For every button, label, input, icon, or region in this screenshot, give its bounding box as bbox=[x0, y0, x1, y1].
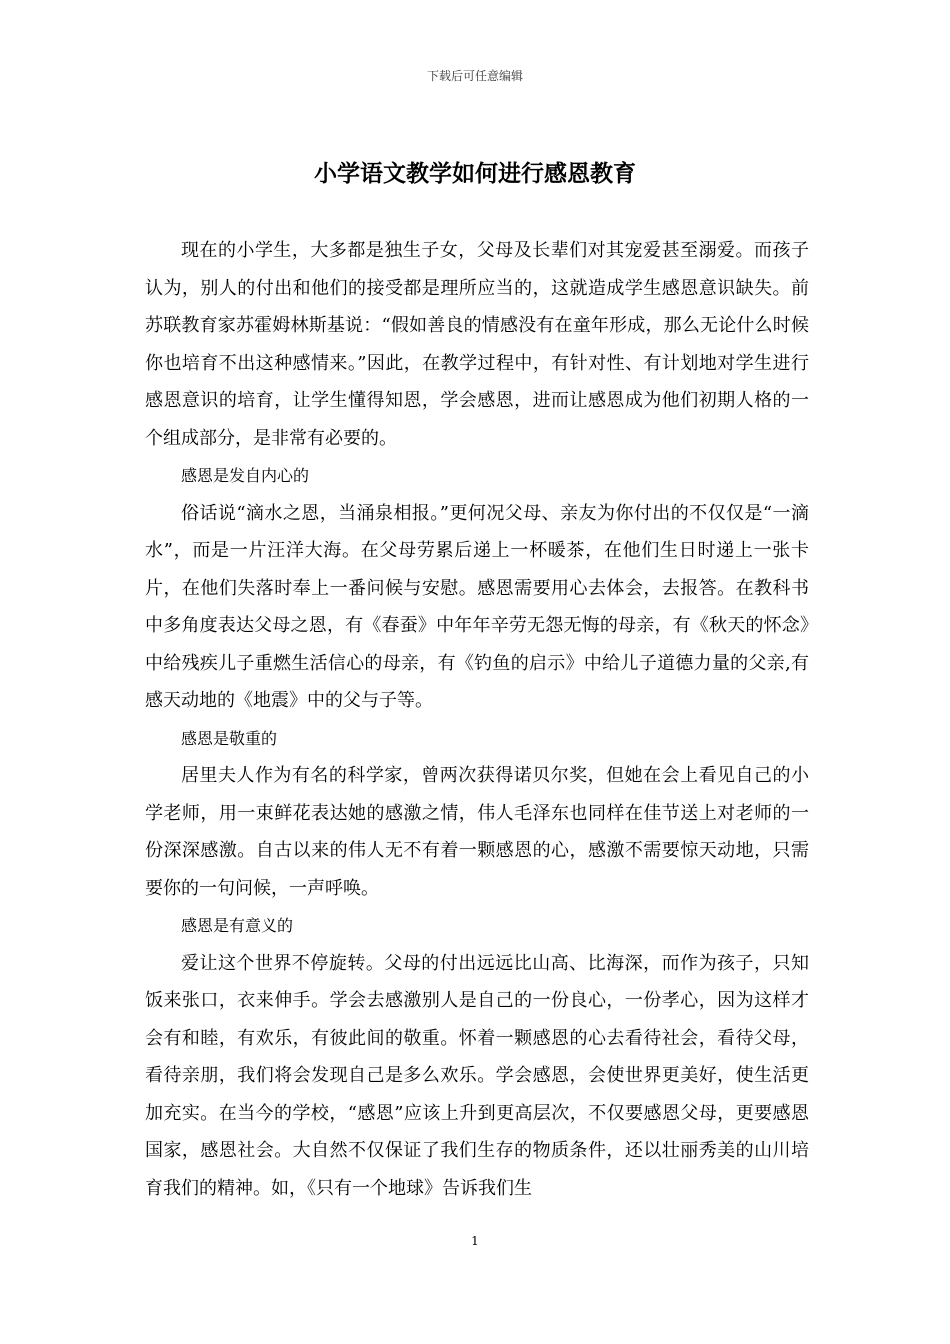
paragraph-respect: 居里夫人作为有名的科学家，曾两次获得诺贝尔奖，但她在会上看见自己的小学老师，用一束鲜花表达她的感激之情，伟人毛泽东也同样在佳节送上对老师的一份深深感激。自古以来的伟人无不有着一颗感恩的心，感激不需要惊天动地，只需要你的一句问候，一声呼唤。 bbox=[145, 765, 809, 899]
paragraph-heartfelt: 俗话说“滴水之恩，当涌泉相报。”更何况父母、亲友为你付出的不仅仅是“一滴水”，而是一片汪洋大海。在父母劳累后递上一杯暖茶，在他们生日时递上一张卡片，在他们失落时奉上一番问候与安慰。感恩需要用心去体会，去报答。在教科书中多角度表达父母之恩，有《春蚕》中年年辛劳无怨无悔的母亲，有《秋天的怀念》中给残疾儿子重燃生活信心的母亲，有《钓鱼的启示》中给儿子道德力量的父亲,有感天动地的《地震》中的父与子等。 bbox=[145, 502, 809, 711]
header-note: 下载后可任意编辑 bbox=[426, 69, 523, 83]
section-heading-heartfelt: 感恩是发自内心的 bbox=[181, 466, 310, 485]
paragraph-meaningful: 爱让这个世界不停旋转。父母的付出远远比山高、比海深，而作为孩子，只知饭来张口，衣来伸手。学会去感激别人是自己的一份良心，一份孝心，因为这样才会有和睦，有欢乐，有彼此间的敬重。怀着一颗感恩的心去看待社会，看待父母，看待亲朋，我们将会发现自己是多么欢乐。学会感恩，会使世界更美好，使生活更加充实。在当今的学校，“感恩”应该上升到更高层次，不仅要感恩父母，更要感恩国家，感恩社会。大自然不仅保证了我们生存的物质条件，还以壮丽秀美的山川培育我们的精神。如，《只有一个地球》告诉我们生 bbox=[145, 952, 809, 1199]
section-heading-respect: 感恩是敬重的 bbox=[181, 728, 278, 748]
section-heading-meaningful: 感恩是有意义的 bbox=[181, 916, 294, 935]
paragraph-intro: 现在的小学生，大多都是独生子女，父母及长辈们对其宠爱甚至溺爱。而孩子认为，别人的付出和他们的接受都是理所应当的，这就造成学生感恩意识缺失。前苏联教育家苏霍姆林斯基说：“假如善良的情感没有在童年形成，那么无论什么时候你也培育不出这种感情来。”因此，在教学过程中，有针对性、有计划地对学生进行感恩意识的培育，让学生懂得知恩，学会感恩，进而让感恩成为他们初期人格的一个组成部分，是非常有必要的。 bbox=[145, 240, 809, 449]
page-number: 1 bbox=[471, 1234, 479, 1248]
document-title: 小学语文教学如何进行感恩教育 bbox=[314, 160, 636, 187]
document-body bbox=[145, 232, 809, 1207]
